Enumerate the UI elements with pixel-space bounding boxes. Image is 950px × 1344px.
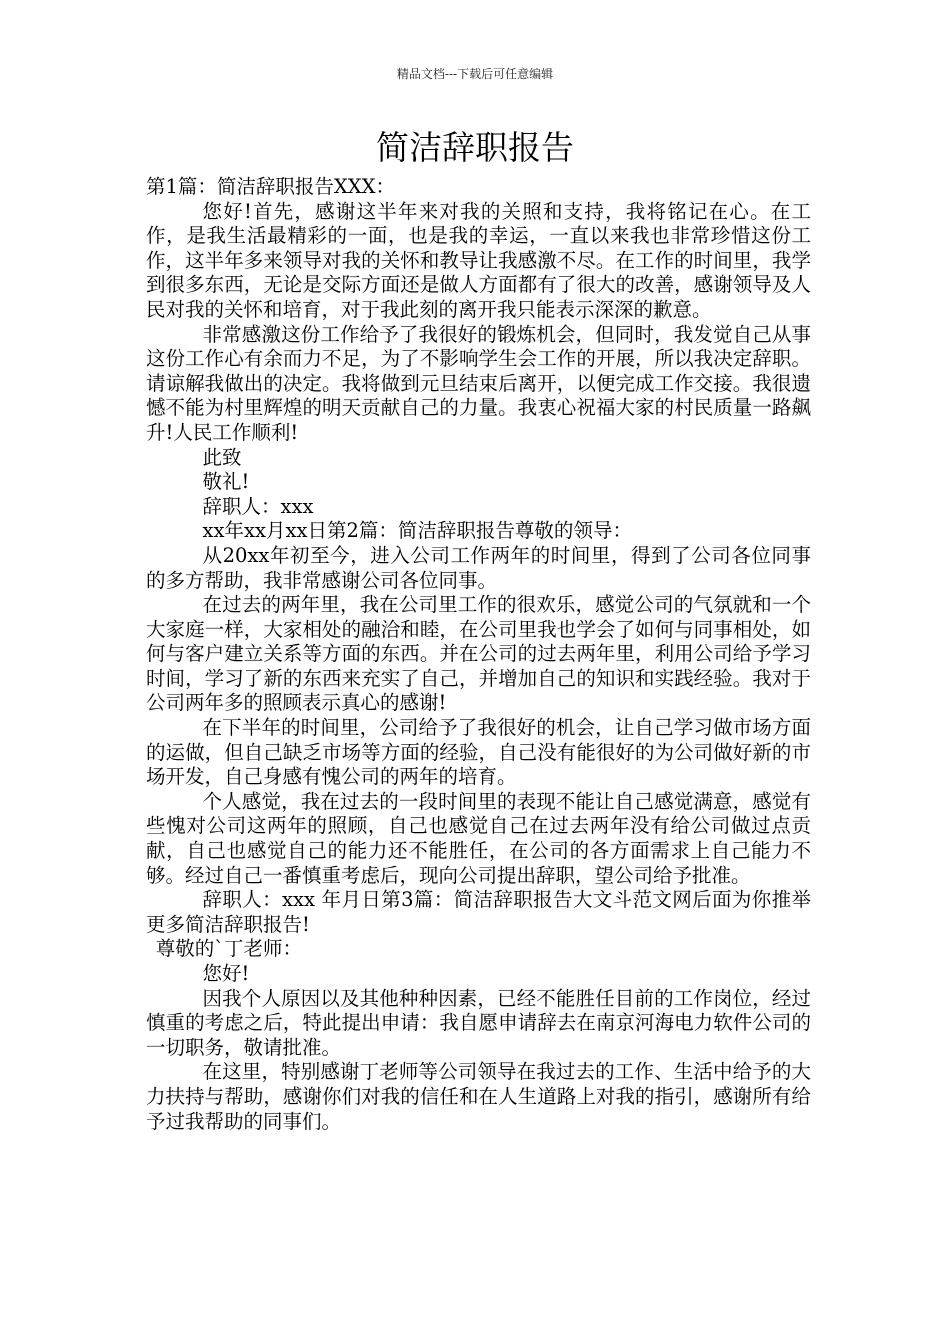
document-title: 简洁辞职报告 — [376, 128, 574, 167]
document-body — [146, 175, 811, 1134]
signature-line: 辞职人：xxx — [202, 494, 314, 518]
date-and-section-heading-2: xx年xx月xx日第2篇：简洁辞职报告尊敬的领导： — [202, 519, 632, 543]
salutation: 尊敬的`丁老师： — [155, 937, 303, 961]
paragraph: 因我个人原因以及其他种种因素，已经不能胜任目前的工作岗位，经过慎重的考虑之后，特此提出申请：我自愿申请辞去在南京河海电力软件公司的一切职务，敬请批准。 — [146, 986, 811, 1059]
paragraph: 个人感觉，我在过去的一段时间里的表现不能让自己感觉满意，感觉有些愧对公司这两年的照顾，自己也感觉自己在过去两年没有给公司做过点贡献，自己也感觉自己的能力还不能胜任，在公司的各方面需求上自己能力不够。经过自己一番慎重考虑后，现向公司提出辞职，望公司给予批准。 — [146, 789, 811, 887]
paragraph: 在过去的两年里，我在公司里工作的很欢乐，感觉公司的气氛就和一个大家庭一样，大家相处的融洽和睦，在公司里我也学会了如何与同事相处，如何与客户建立关系等方面的东西。并在公司的过去两年里，利用公司给予学习时间，学习了新的东西来充实了自己，并增加自己的知识和实践经验。我对于公司两年多的照顾表示真心的感谢! — [146, 593, 811, 715]
page-header: 精品文档---下载后可任意编辑 — [396, 67, 554, 81]
paragraph: 在这里，特别感谢丁老师等公司领导在我过去的工作、生活中给予的大力扶持与帮助，感谢你们对我的信任和在人生道路上对我的指引，感谢所有给予过我帮助的同事们。 — [146, 1060, 811, 1133]
signature-and-section-heading-3: 辞职人：xxx 年月日第3篇：简洁辞职报告大文斗范文网后面为你推举更多简洁辞职报告! — [146, 888, 811, 936]
closing-line: 此致 — [202, 445, 242, 469]
paragraph: 从20xx年初至今，进入公司工作两年的时间里，得到了公司各位同事的多方帮助，我非常感谢公司各位同事。 — [146, 543, 811, 592]
greeting: 您好! — [202, 962, 250, 985]
paragraph: 非常感激这份工作给予了我很好的锻炼机会，但同时，我发觉自己从事这份工作心有余而力不足，为了不影响学生会工作的开展，所以我决定辞职。请谅解我做出的决定。我将做到元旦结束后离开，以便完成工作交接。我很遗憾不能为村里辉煌的明天贡献自己的力量。我衷心祝福大家的村民质量一路飙升!人民工作顺利! — [146, 322, 811, 444]
closing-line: 敬礼! — [202, 470, 250, 494]
section-heading-1: 第1篇：简洁辞职报告XXX： — [146, 175, 396, 198]
paragraph: 在下半年的时间里，公司给予了我很好的机会，让自己学习做市场方面的运做，但自己缺乏市场等方面的经验，自己没有能很好的为公司做好新的市场开发，自己身感有愧公司的两年的培育。 — [146, 716, 811, 789]
paragraph: 您好!首先，感谢这半年来对我的关照和支持，我将铭记在心。在工作，是我生活最精彩的一面，也是我的幸运，一直以来我也非常珍惜这份工作，这半年多来领导对我的关怀和教导让我感激不尽。在工作的时间里，我学到很多东西，无论是交际方面还是做人方面都有了很大的改善，感谢领导及人民对我的关怀和培育，对于我此刻的离开我只能表示深深的歉意。 — [146, 199, 811, 321]
